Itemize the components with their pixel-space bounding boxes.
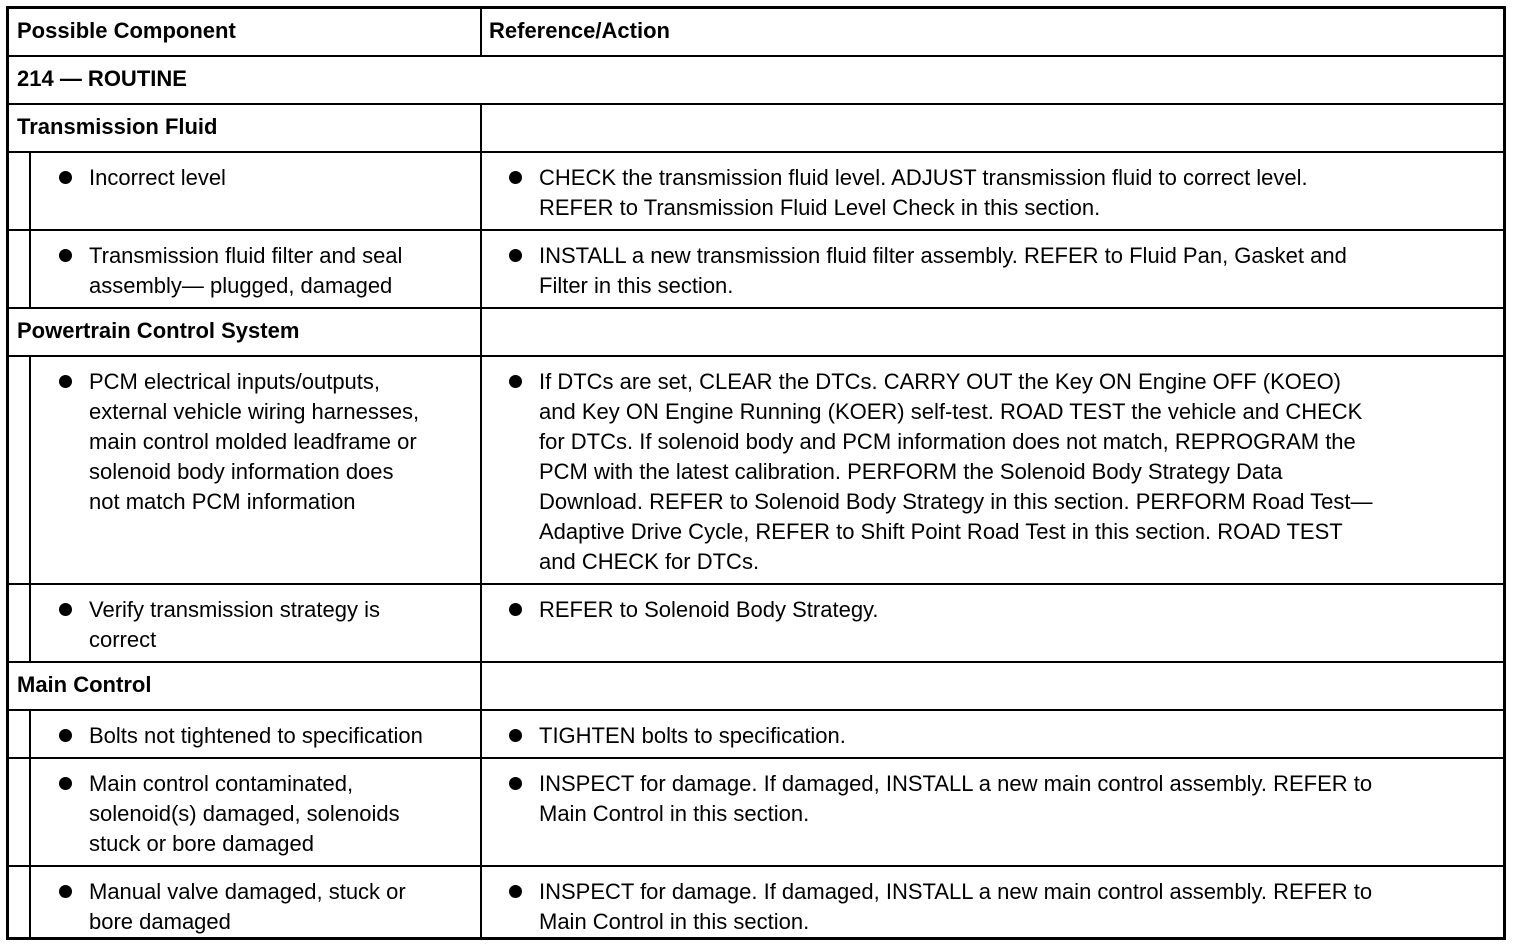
section-row bbox=[9, 309, 1503, 357]
component-text: Bolts not tightened to specification bbox=[89, 723, 423, 748]
bullet-icon bbox=[59, 171, 72, 184]
component-text: Main control contaminated, solenoid(s) damaged, solenoids stuck or bore damaged bbox=[89, 771, 400, 856]
indent-divider bbox=[29, 231, 31, 307]
action-text: If DTCs are set, CLEAR the DTCs. CARRY OUT the Key ON Engine OFF (KOEO) and Key ON Engine Running (KOER) self-test. ROAD TEST the vehicle and CHECK for DTCs. If solenoid body and PCM information does not match, REPROGRAM the PCM with the latest calibration. PERFORM the Solenoid Body Strategy Data Download. REFER to Solenoid Body Strategy in this section. PERFORM Road Test— Adaptive Drive Cycle, REFER to Shift Point Road Test in this section. ROAD TEST and CHECK for DTCs. bbox=[539, 369, 1373, 574]
action-text: REFER to Solenoid Body Strategy. bbox=[539, 597, 879, 622]
bullet-icon bbox=[509, 603, 522, 616]
column-divider bbox=[480, 711, 482, 757]
action-text: INSPECT for damage. If damaged, INSTALL a new main control assembly. REFER to Main Control in this section. bbox=[539, 771, 1373, 826]
action-text: INSTALL a new transmission fluid filter assembly. REFER to Fluid Pan, Gasket and Filter in this section. bbox=[539, 243, 1347, 298]
bullet-icon bbox=[59, 885, 72, 898]
section-title: Powertrain Control System bbox=[17, 318, 300, 343]
component-text: Verify transmission strategy is correct bbox=[89, 597, 380, 652]
header-row bbox=[9, 9, 1503, 57]
table-row bbox=[9, 585, 1503, 663]
action-text: TIGHTEN bolts to specification. bbox=[539, 723, 846, 748]
indent-divider bbox=[29, 711, 31, 757]
bullet-icon bbox=[59, 777, 72, 790]
column-divider bbox=[480, 357, 482, 583]
table-row bbox=[9, 231, 1503, 309]
bullet-icon bbox=[59, 603, 72, 616]
diagnosis-table bbox=[6, 6, 1506, 940]
routine-row bbox=[9, 57, 1503, 105]
bullet-icon bbox=[509, 729, 522, 742]
bullet-icon bbox=[509, 375, 522, 388]
column-divider bbox=[480, 309, 482, 355]
column-divider bbox=[480, 105, 482, 151]
indent-divider bbox=[29, 759, 31, 865]
component-text: Manual valve damaged, stuck or bore damaged bbox=[89, 879, 406, 934]
bullet-icon bbox=[509, 885, 522, 898]
component-text: Incorrect level bbox=[89, 165, 226, 190]
bullet-icon bbox=[509, 171, 522, 184]
table-row bbox=[9, 153, 1503, 231]
table-row bbox=[9, 867, 1503, 937]
routine-title: 214 — ROUTINE bbox=[17, 66, 187, 91]
action-text: CHECK the transmission fluid level. ADJUST transmission fluid to correct level. REFER to Transmission Fluid Level Check in this section. bbox=[539, 165, 1308, 220]
column-divider bbox=[480, 9, 482, 55]
section-row bbox=[9, 105, 1503, 153]
section-row bbox=[9, 663, 1503, 711]
indent-divider bbox=[29, 867, 31, 937]
indent-divider bbox=[29, 153, 31, 229]
section-title: Main Control bbox=[17, 672, 152, 697]
column-divider bbox=[480, 231, 482, 307]
bullet-icon bbox=[509, 249, 522, 262]
bullet-icon bbox=[59, 249, 72, 262]
column-divider bbox=[480, 867, 482, 937]
column-divider bbox=[480, 153, 482, 229]
component-text: PCM electrical inputs/outputs, external vehicle wiring harnesses, main control molded leadframe or solenoid body information does not match PCM information bbox=[89, 369, 420, 514]
column-divider bbox=[480, 759, 482, 865]
section-title: Transmission Fluid bbox=[17, 114, 218, 139]
table-row bbox=[9, 759, 1503, 867]
component-text: Transmission fluid filter and seal assembly— plugged, damaged bbox=[89, 243, 403, 298]
header-component: Possible Component bbox=[17, 18, 236, 43]
indent-divider bbox=[29, 357, 31, 583]
column-divider bbox=[480, 663, 482, 709]
header-action: Reference/Action bbox=[489, 18, 670, 43]
column-divider bbox=[480, 585, 482, 661]
bullet-icon bbox=[509, 777, 522, 790]
indent-divider bbox=[29, 585, 31, 661]
action-text: INSPECT for damage. If damaged, INSTALL a new main control assembly. REFER to Main Control in this section. bbox=[539, 879, 1373, 934]
table-row bbox=[9, 711, 1503, 759]
table-row bbox=[9, 357, 1503, 585]
bullet-icon bbox=[59, 729, 72, 742]
bullet-icon bbox=[59, 375, 72, 388]
